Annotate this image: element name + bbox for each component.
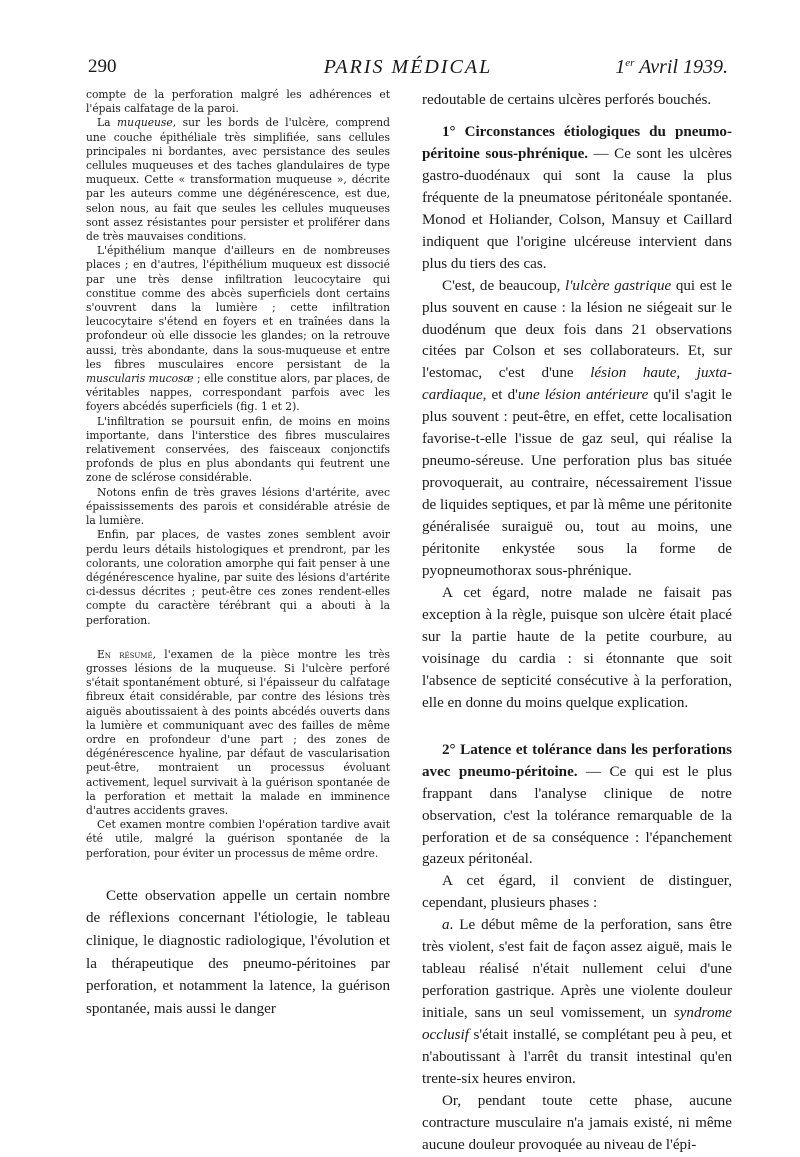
issue-date: 1er Avril 1939.: [615, 56, 728, 78]
page-header: [88, 56, 728, 84]
paragraph: Notons enfin de très graves lésions d'artérite, avec épaississements des parois et considérable atrésie de la lumière.: [86, 485, 390, 528]
paragraph: Enfin, par places, de vastes zones semblent avoir perdu leurs détails histologiques et prendront, par les colorants, une coloration amorphe qui fait penser à une dégénérescence hyaline, par suite des lésions d'artérite ci-dessus décrites ; peut-être ces zones rendent-elles compte du caractère térébrant qui a abouti à la perforation.: [86, 528, 390, 627]
section-heading: 2° Latence et tolérance dans les perforations avec pneumo-péritoine.: [422, 741, 732, 780]
section-heading: 1° Circonstances étiologiques du pneumo-péritoine sous-phrénique.: [422, 123, 732, 162]
paragraph: La muqueuse, sur les bords de l'ulcère, comprend une couche épithéliale très simplifiée, sans cellules principales ni bordantes, avec persistance des seules cellules muqueuses et des taches glandulaires de type muqueux. Cette « transformation muqueuse », décrite par les auteurs comme une dégénérescence, est due, selon nous, au fait que seules les cellules muqueuses sont assez résistantes pour persister et proliférer dans de très mauvaises conditions.: [86, 116, 390, 244]
paragraph: Or, pendant toute cette phase, aucune contracture musculaire n'a jamais existé, ni même aucune douleur provoquée au niveau de l'épi-: [422, 1092, 732, 1153]
paragraph: L'épithélium manque d'ailleurs en de nombreuses places ; en d'autres, l'épithélium muqueux est dissocié par une très dense infiltration leucocytaire qui constitue comme des abcès superficiels dont certains s'ouvrent dans la lumière ; cette infiltration leucocytaire s'étend en foyers et en traînées dans la profondeur où elle dissocie les glandes; on la retrouve aussi, très abondante, dans la sous-muqueuse et entre les fibres musculaires encore persistant de la muscularis mucosæ ; elle constitue alors, par places, de véritables nappes, correspondant parfois avec les foyers abcédés superficiels (fig. 1 et 2).: [86, 244, 390, 414]
left-column: [86, 88, 390, 1020]
paragraph: Cette observation appelle un certain nombre de réflexions concernant l'étiologie, le tableau clinique, le diagnostic radiologique, l'évolution et la thérapeutique des pneumo-péritoines par perforation, et notamment la latence, la guérison spontanée, mais aussi le danger: [86, 887, 390, 1017]
paragraph: a. Le début même de la perforation, sans être très violent, s'est fait de façon assez aiguë, mais le tableau réalisé n'était nullement celui d'une perforation gastrique. Après une violente douleur initiale, sans un seul vomissement, un syndrome occlusif s'était installé, se complétant peu à peu, et n'aboutissant à l'arrêt du transit intestinal qu'en trente-six heures environ.: [422, 917, 732, 1087]
paragraph: redoutable de certains ulcères perforés bouchés.: [422, 92, 712, 108]
paragraph: L'infiltration se poursuit enfin, de moins en moins importante, dans l'interstice des fibres musculaires relativement conservées, des faisceaux conjonctifs profonds de plus en plus abondants qui feutrent une zone de sclérose considérable.: [86, 414, 390, 485]
section-2: 2° Latence et tolérance dans les perforations avec pneumo-péritoine. — Ce qui est le plus frappant dans l'analyse clinique de notre observation, c'est la tolérance remarquable de la perforation et de sa conséquence : l'épanchement gazeux péritonéal.: [422, 741, 733, 868]
summary-paragraph: En résumé, l'examen de la pièce montre les très grosses lésions de la muqueuse. Si l'ulcère perforé s'était spontanément obturé, si l'épaisseur du calfatage fibreux était considérable, par contre des lésions très aiguës aboutissaient à des points abcédés ouverts dans la lumière et communiquant avec des failles de même ordre en profondeur d'une part ; des zones de dégénérescence hyaline, par défaut de vascularisation peut-être, montraient un processus évoluant activement, lequel survivait à la guérison spontanée de la perforation et mettait la malade en imminence d'autres accidents graves.: [86, 647, 390, 817]
paragraph: A cet égard, il convient de distinguer, cependant, plusieurs phases :: [422, 873, 732, 912]
right-column: [422, 90, 732, 1157]
paragraph: compte de la perforation malgré les adhérences et l'épais calfatage de la paroi.: [86, 88, 390, 116]
paragraph: Cet examen montre combien l'opération tardive avait été utile, malgré la guérison spontanée de la perforation, pour éviter un processus de même ordre.: [86, 818, 390, 860]
page-number: 290: [88, 56, 117, 77]
paragraph: A cet égard, notre malade ne faisait pas exception à la règle, puisque son ulcère était placé sur la partie haute de la petite courbure, au voisinage du cardia : si étonnante que soit l'absence de septicité consécutive à la perforation, elle en donne du moins quelque explication.: [422, 584, 732, 711]
journal-title: PARIS MÉDICAL: [323, 56, 493, 78]
paragraph: C'est, de beaucoup, l'ulcère gastrique qui est le plus souvent en cause : la lésion ne siégeait sur le duodénum que deux fois dans 21 observations citées par Colson et ses collaborateurs. Et, sur l'estomac, c'est d'une lésion haute, juxta-cardiaque, et d'une lésion antérieure qu'il s'agit le plus souvent : peut-être, en effet, cette localisation favorise-t-elle l'issue de gaz seul, qui réalise la pneumo-séreuse. Une perforation plus bas située provoquerait, au contraire, nécessairement l'issue de liquides septiques, et par là même une péritonite généralisée suraiguë ou, tout au moins, une péritonite enkystée sous la forme de pyopneumothorax sous-phrénique.: [422, 277, 733, 580]
section-1: 1° Circonstances étiologiques du pneumo-péritoine sous-phrénique. — Ce sont les ulcères gastro-duodénaux qui sont la cause la plus fréquente de la pneumatose péritonéale spontanée. Monod et Holiander, Colson, Mansuy et Caillard indiquent que l'origine ulcéreuse intervient dans plus du tiers des cas.: [422, 123, 732, 272]
